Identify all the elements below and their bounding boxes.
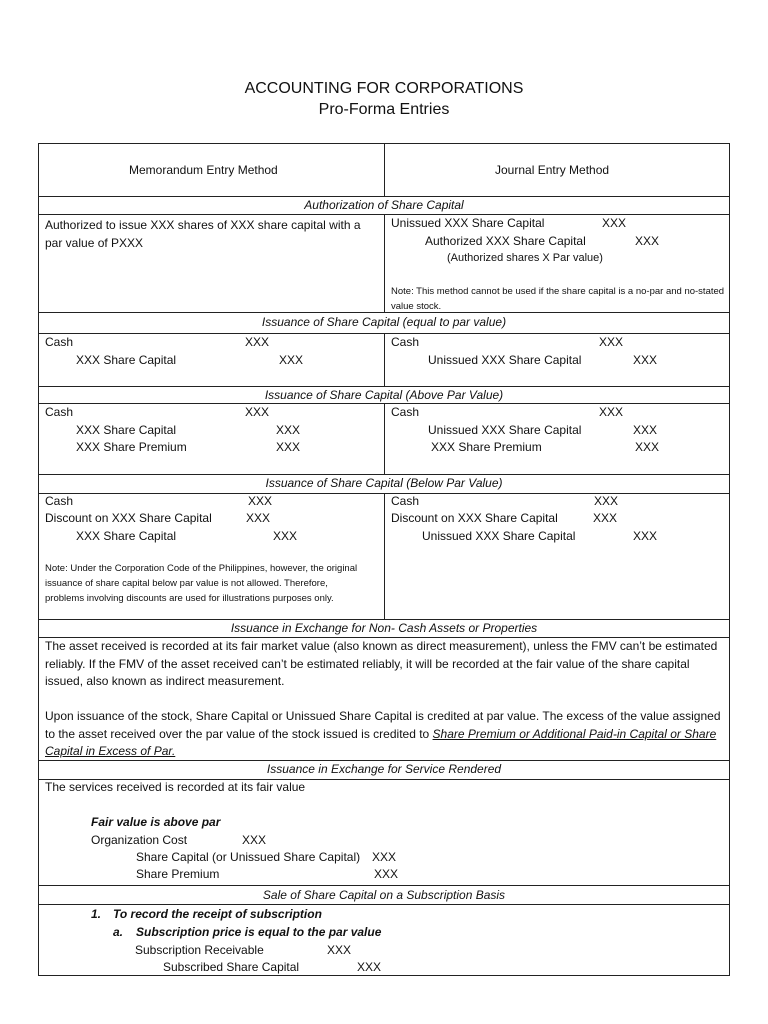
above-memo-cash-amount: XXX — [245, 405, 270, 419]
subscription-entry-receivable: Subscription Receivable — [135, 943, 264, 957]
below-journal-discount-amount: XXX — [593, 511, 618, 525]
service-entry-premium-amount: XXX — [374, 867, 399, 881]
section-below-par: Issuance of Share Capital (Below Par Value) — [265, 476, 503, 490]
equal-memo-capital-amount: XXX — [279, 353, 304, 367]
equal-memo-cash-amount: XXX — [245, 335, 270, 349]
below-memo-discount-amount: XXX — [246, 511, 271, 525]
equal-journal-cash: Cash — [391, 335, 420, 349]
above-journal-premium-amount: XXX — [635, 440, 660, 454]
auth-entry-credit-amount: XXX — [635, 234, 660, 248]
noncash-paragraph-1: The asset received is recorded at its fair market value (also known as direct measurement), unless the FMV can’t be estimated reliably. If the FMV of the asset received can’t be estimated reliably, it will be recorded at the fair value of the share capital issued, also known as indirect measurement. — [45, 639, 718, 688]
auth-memo-text: Authorized to issue XXX shares of XXX share capital with a par value of PXXX — [45, 218, 361, 250]
auth-note: Note: This method cannot be used if the share capital is a no-par and no-stated value stock. — [391, 286, 725, 312]
journal-method-header: Journal Entry Method — [495, 163, 610, 177]
subscription-entry-subscribed-amount: XXX — [357, 960, 382, 974]
below-journal-cash: Cash — [391, 494, 420, 508]
above-journal-capital: Unissued XXX Share Capital — [428, 423, 582, 437]
above-memo-capital-amount: XXX — [276, 423, 301, 437]
equal-journal-capital: Unissued XXX Share Capital — [428, 353, 582, 367]
service-entry-capital-amount: XXX — [372, 850, 397, 864]
section-equal-par: Issuance of Share Capital (equal to par value) — [261, 315, 507, 329]
noncash-paragraph-2-text: Upon issuance of the stock, Share Capital or Unissued Share Capital is credited at par value. The excess of the value assigned to the asset received over the par value of the stock issued is credited to — [45, 709, 721, 741]
above-journal-capital-amount: XXX — [633, 423, 658, 437]
subscription-entry-receivable-amount: XXX — [327, 943, 352, 957]
section-above-par: Issuance of Share Capital (Above Par Value) — [264, 388, 504, 402]
subscription-item-a: Subscription price is equal to the par value — [136, 925, 382, 939]
section-non-cash: Issuance in Exchange for Non- Cash Assets or Properties — [230, 621, 538, 635]
entries-table — [38, 143, 730, 976]
below-memo-cash: Cash — [45, 494, 74, 508]
equal-memo-capital: XXX Share Capital — [76, 353, 177, 367]
equal-memo-cash: Cash — [45, 335, 74, 349]
above-journal-cash: Cash — [391, 405, 420, 419]
document-title: ACCOUNTING FOR CORPORATIONS — [244, 80, 524, 97]
auth-entry-debit-amount: XXX — [602, 216, 627, 230]
below-journal-discount: Discount on XXX Share Capital — [391, 511, 558, 525]
auth-entry-credit: Authorized XXX Share Capital — [425, 234, 586, 248]
noncash-paragraph-2 — [45, 708, 725, 761]
subscription-item-a-number: a. — [113, 925, 124, 939]
section-service: Issuance in Exchange for Service Rendered — [266, 762, 502, 776]
above-memo-cash: Cash — [45, 405, 74, 419]
service-entry-capital: Share Capital (or Unissued Share Capital) — [136, 850, 361, 864]
above-journal-cash-amount: XXX — [599, 405, 624, 419]
above-memo-premium-amount: XXX — [276, 440, 301, 454]
below-memo-capital: XXX Share Capital — [76, 529, 177, 543]
section-subscription: Sale of Share Capital on a Subscription Basis — [262, 888, 506, 902]
below-note: Note: Under the Corporation Code of the Philippines, however, the original issuance of share capital below par value is not allowed. Therefore, problems involving discounts are used for illustrations purposes only. — [45, 563, 358, 604]
service-text: The services received is recorded at its fair value — [45, 780, 306, 794]
memorandum-method-header: Memorandum Entry Method — [129, 163, 278, 177]
below-memo-cash-amount: XXX — [248, 494, 273, 508]
subscription-item-1: To record the receipt of subscription — [113, 907, 322, 921]
auth-entry-formula: (Authorized shares X Par value) — [447, 252, 603, 264]
document-subtitle: Pro-Forma Entries — [318, 101, 450, 118]
above-memo-premium: XXX Share Premium — [76, 440, 187, 454]
auth-entry-debit: Unissued XXX Share Capital — [391, 216, 545, 230]
above-memo-capital: XXX Share Capital — [76, 423, 177, 437]
subscription-entry-subscribed: Subscribed Share Capital — [163, 960, 300, 974]
below-memo-capital-amount: XXX — [273, 529, 298, 543]
below-journal-cash-amount: XXX — [594, 494, 619, 508]
above-journal-premium: XXX Share Premium — [431, 440, 542, 454]
service-entry-organization-amount: XXX — [242, 833, 267, 847]
service-entry-premium: Share Premium — [136, 867, 220, 881]
service-entry-organization: Organization Cost — [91, 833, 188, 847]
below-journal-capital-amount: XXX — [633, 529, 658, 543]
section-authorization: Authorization of Share Capital — [304, 198, 464, 212]
subscription-item-1-number: 1. — [91, 907, 102, 921]
noncash-paragraph-2-underlined: Share Premium or Additional Paid-in Capital or Share Capital in Excess of Par. — [45, 726, 717, 758]
below-memo-discount: Discount on XXX Share Capital — [45, 511, 212, 525]
equal-journal-cash-amount: XXX — [599, 335, 624, 349]
service-subheading: Fair value is above par — [91, 815, 221, 829]
below-journal-capital: Unissued XXX Share Capital — [422, 529, 576, 543]
equal-journal-capital-amount: XXX — [633, 353, 658, 367]
